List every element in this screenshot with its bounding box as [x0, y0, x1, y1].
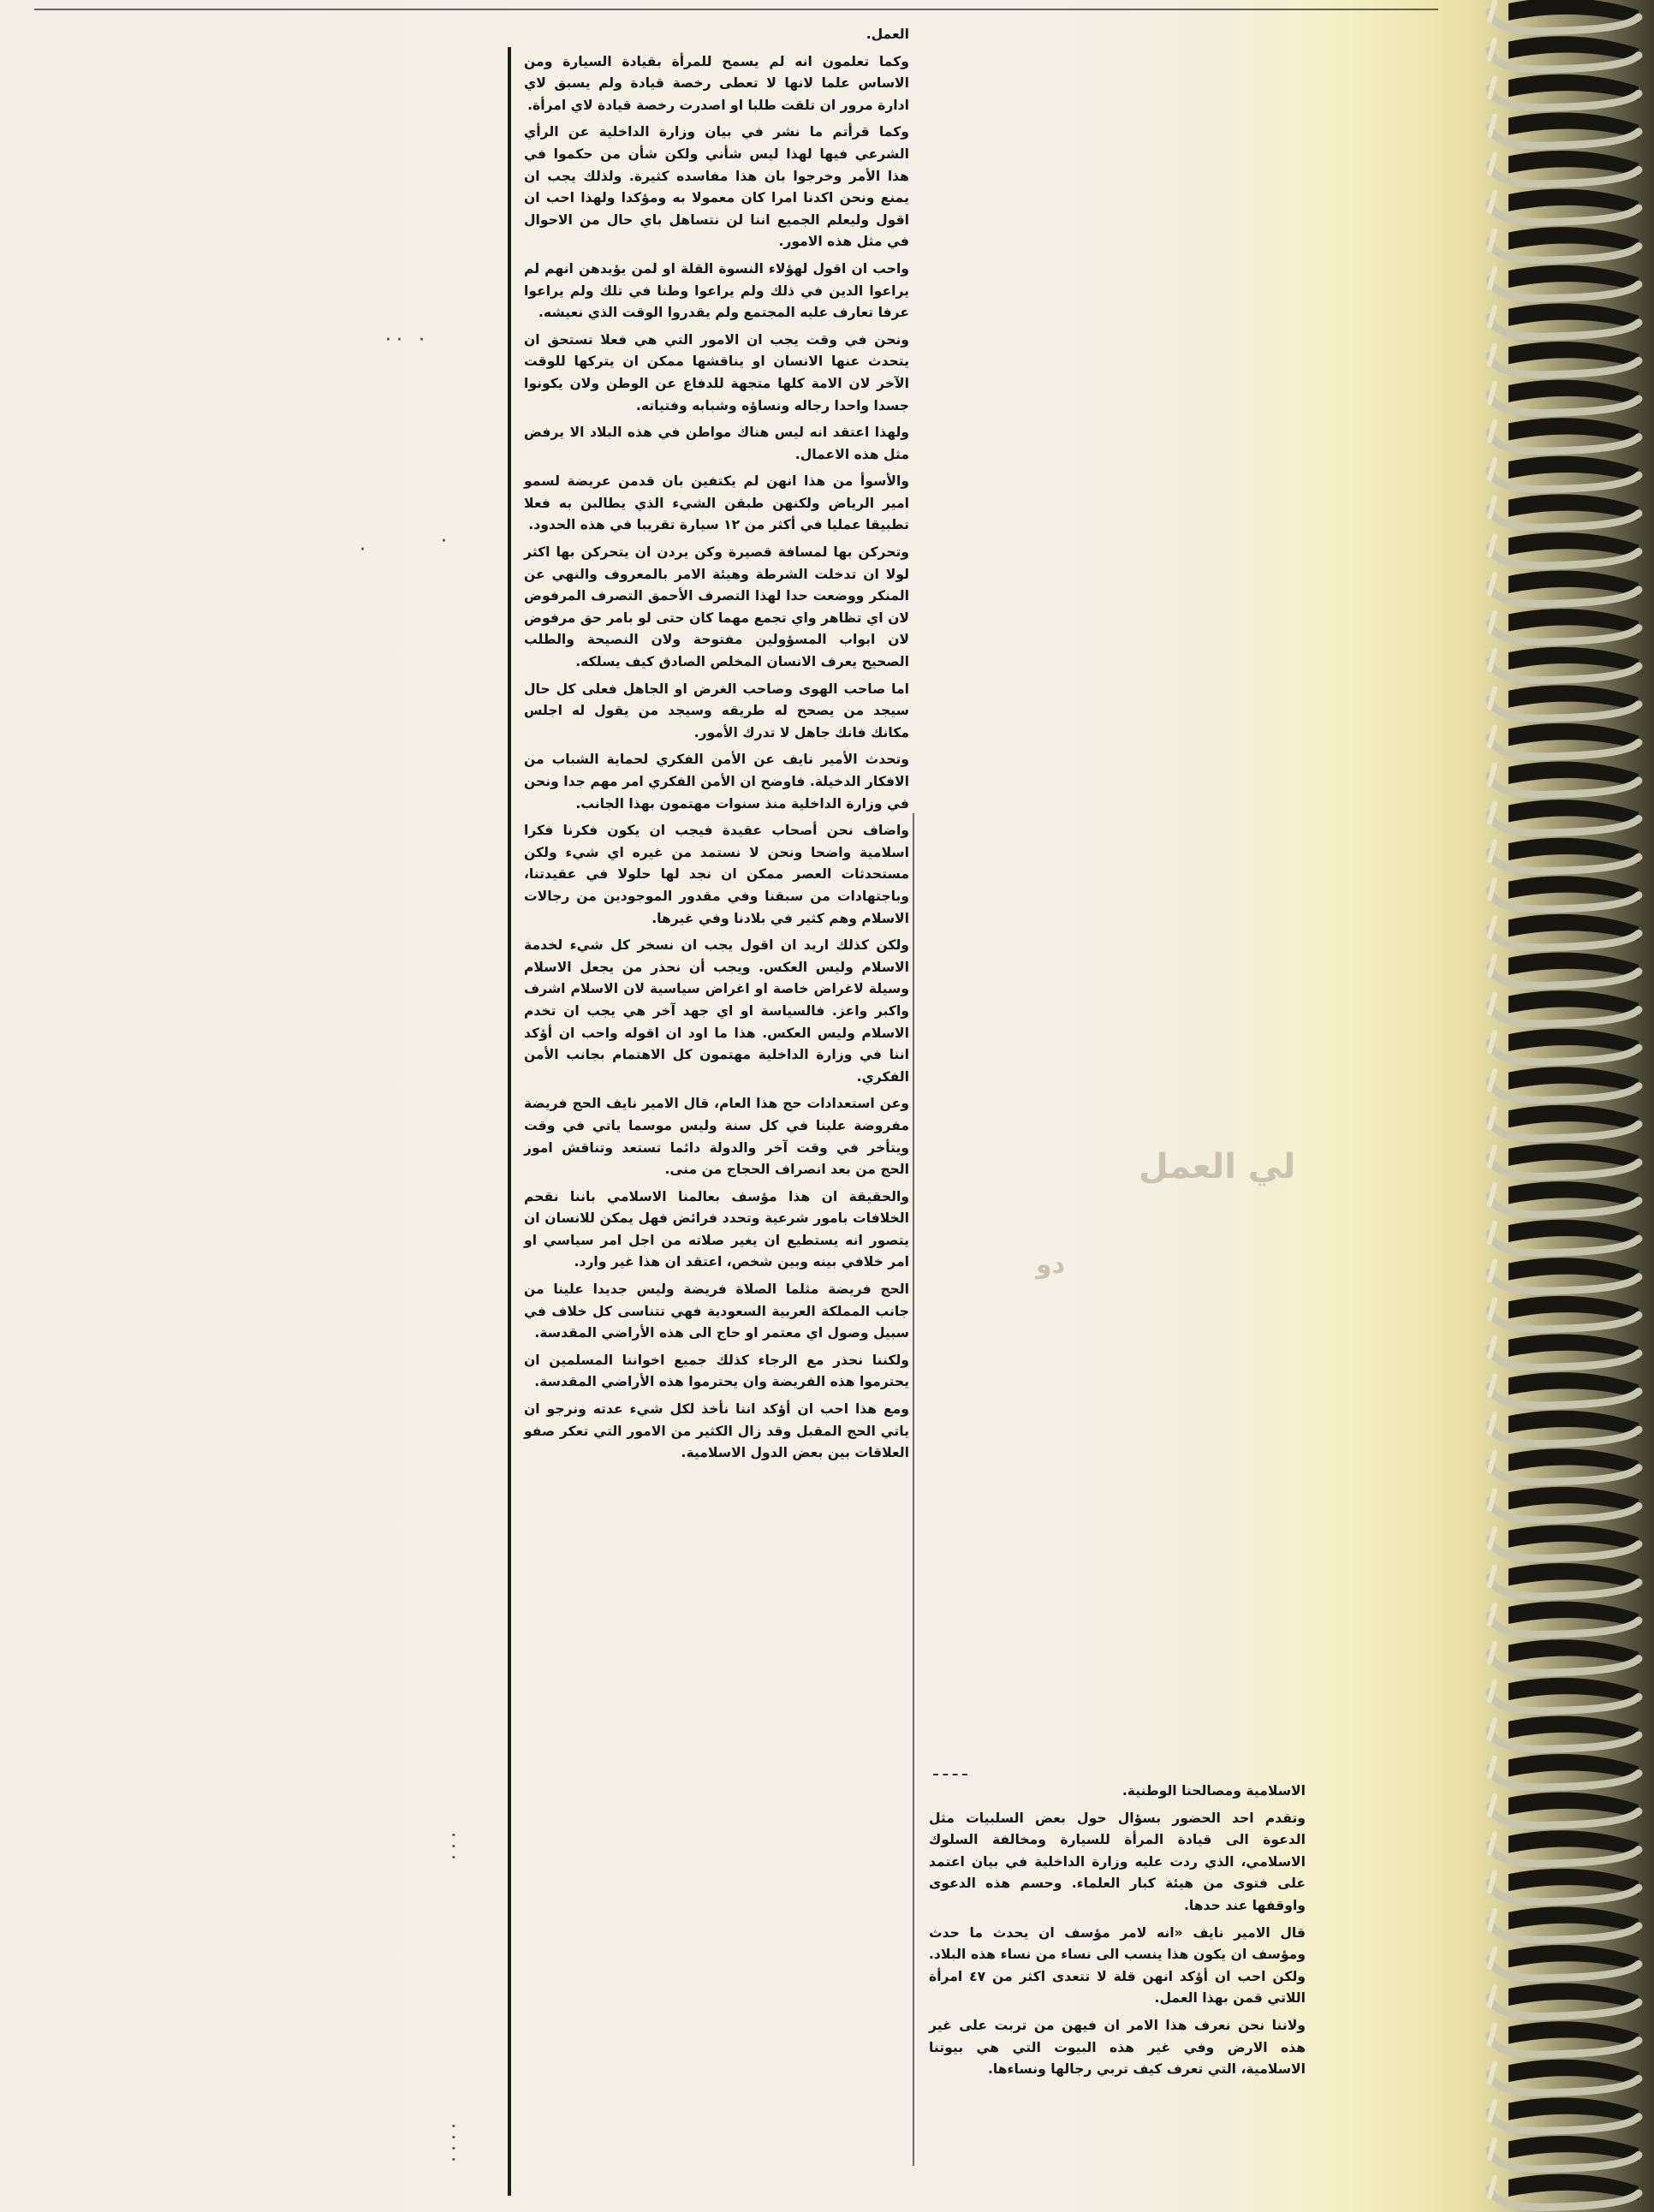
article-paragraph: ومع هذا احب ان أؤكد اننا نأخذ لكل شيء عدته ونرجو ان ياتي الحج المقبل وقد زال الكثير من الامور التي تعكر صفو العلاقات بين بعض الدول الاسلامية. [524, 1401, 909, 1461]
spiral-ring [1490, 990, 1639, 1024]
margin-dots: ··· [442, 1832, 463, 1865]
spiral-ring [1490, 1715, 1639, 1749]
spiral-ring [1490, 0, 1639, 32]
article-paragraph: وكما قرأتم ما نشر في بيان وزارة الداخلية عن الرأي الشرعي فيها لهذا ليس شأني ولكن شأن من حكموا في هذا الأمر وخرجوا بان هذا مفاسده كثيرة. ولذلك يجب ان يمنع ونحن اكدنا امرا كان معمولا به ومؤكدا ولهذا احب ان اقول وليعلم الجميع اننا لن نتساهل باي حال من الاحوال في مثل هذه الامور. [524, 124, 909, 250]
spiral-ring [1490, 1067, 1639, 1100]
spiral-ring [1490, 838, 1639, 871]
spiral-ring [1490, 1029, 1639, 1062]
spiral-ring [1490, 571, 1639, 604]
margin-dots: · [360, 539, 371, 561]
article-paragraph: ولكن كذلك اريد ان اقول يجب ان نسخر كل شيء لخدمة الاسلام وليس العكس. ويجب أن نحذر من يجعل الاسلام وسيلة لاغراض خاصة او اغراض سياسية لان الاسلام اشرف واكبر واعز. فالسياسة او اي جهد آخر هي يجب ان تخدم الاسلام وليس العكس. هذا ما اود ان اقوله واحب ان أؤكد اننا في وزارة الداخلية مهتمون كل الاهتمام بجانب الأمن الفكري. [524, 937, 909, 1085]
spiral-ring [1490, 762, 1639, 795]
spiral-ring [1490, 1678, 1639, 1711]
article-column-left [524, 24, 909, 2190]
spiral-ring [1490, 418, 1639, 451]
spiral-ring [1490, 2021, 1639, 2054]
spiral-ring [1490, 1448, 1639, 1482]
spiral-ring [1490, 1906, 1639, 1940]
article-paragraph: والحقيقة ان هذا مؤسف بعالمنا الاسلامي باننا نقحم الخلافات بامور شرعية وتحدد فرائض فهل يمكن للانسان ان يتصور انه يستطيع ان يغير صلاته من اجل امر سياسي او امر خلافي بينه وبين شخص، اعتقد ان هذا غير وارد. [524, 1188, 909, 1270]
column-rule [508, 47, 511, 2196]
spiral-ring [1490, 1411, 1639, 1444]
spiral-ring [1490, 112, 1639, 146]
spiral-ring [1490, 36, 1639, 69]
spiral-ring [1490, 1793, 1639, 1826]
spiral-ring [1490, 265, 1639, 299]
spiral-ring [1490, 74, 1639, 108]
article-paragraph: ولاننا نحن نعرف هذا الامر ان فيهن من تربت على غير هذه الارض وفي غير هذه البيوت التي هي بيوتنا الاسلامية، التي تعرف كيف تربي رجالها ونساءها. [929, 2017, 1306, 2078]
spiral-ring [1490, 1639, 1639, 1673]
column-rule-right [913, 813, 914, 2166]
spiral-ring [1490, 494, 1639, 527]
spiral-ring [1490, 647, 1639, 681]
spiral-ring [1490, 2174, 1639, 2208]
margin-dots: · [441, 531, 452, 552]
spiral-ring [1490, 456, 1639, 490]
margin-dots: ···· [442, 2123, 463, 2167]
spiral-ring [1490, 1220, 1639, 1253]
spiral-ring [1490, 1983, 1639, 2017]
spiral-ring [1490, 876, 1639, 909]
spiral-ring [1490, 1563, 1639, 1597]
article-paragraph: والأسوأ من هذا انهن لم يكتفين بان قدمن عريضة لسمو امير الرياض ولكنهن طبقن الشيء الذي يطالبن به فعلا تطبيقا عمليا في أكثر من ١٢ سيارة تقريبا في هذه الحدود. [524, 473, 909, 533]
article-paragraph: اما صاحب الهوى وصاحب الغرض او الجاهل فعلى كل حال سيجد من يصحح له طريقه وسيجد من يقول له اجلس مكانك فانك جاهل لا تدرك الأمور. [524, 681, 909, 740]
spiral-ring [1490, 303, 1639, 336]
margin-dots: ·· · [385, 330, 430, 351]
article-paragraph: قال الامير نايف «انه لامر مؤسف ان يحدث ما حدث ومؤسف ان يكون هذا ينسب الى نساء من نساء هذه البلاد. ولكن احب ان أؤكد انهن قلة لا تتعدى اكثر من ٤٧ امرأة اللاتي قمن بهذا العمل. [929, 1924, 1306, 2007]
spiral-ring [1490, 1181, 1639, 1215]
article-paragraph: الحج فريضة مثلما الصلاة فريضة وليس جديدا علينا من جانب المملكة العربية السعودية فهي تتناسى كل خلاف في سبيل وصول اي معتمر او حاج الى هذه الأراضي المقدسة. [524, 1281, 909, 1341]
article-paragraph: الاسلامية ومصالحنا الوطنية. [1122, 1783, 1306, 1799]
spiral-ring [1490, 1487, 1639, 1520]
spiral-ring [1490, 2097, 1639, 2131]
article-paragraph: ونحن في وقت يجب ان الامور التي هي فعلا تستحق ان يتحدث عنها الانسان او يناقشها ممكن ان يتركها للوقت الآخر لان الامة كلها متجهة للدفاع عن الوطن ولان يكونوا جسدا واحدا رجاله ونساؤه وشبابه وفتياته. [524, 331, 909, 413]
spiral-ring [1490, 800, 1639, 833]
spiral-ring [1490, 1754, 1639, 1787]
spiral-ring [1490, 227, 1639, 260]
spiral-ring [1490, 342, 1639, 375]
article-paragraph: وعن استعدادات حج هذا العام، قال الامير نايف الحج فريضة مفروضة علينا في كل سنة وليس موسما ياتي في وقت ويتأخر في وقت آخر والدولة دائما تستعد وتناقش امور الحج من بعد انصراف الحجاج من منى. [524, 1096, 909, 1178]
article-paragraph: وتقدم احد الحضور بسؤال حول بعض السلبيات مثل الدعوة الى قيادة المرأة للسيارة ومخالفة السلوك الاسلامي، الذي ردت عليه وزارة الداخلية في بيان اعتمد على فتوى من هيئة كبار العلماء. وحسم هذه الدعوى واوقفها عند حدها. [929, 1810, 1306, 1913]
spiral-ring [1490, 2136, 1639, 2169]
spiral-ring [1490, 189, 1639, 223]
article-paragraph: وتحدث الأمير نايف عن الأمن الفكري لحماية الشباب من الافكار الدخيلة. فاوضح ان الأمن الفكري امر مهم جدا ونحن في وزارة الداخلية منذ سنوات مهتمون بهذا الجانب. [524, 752, 909, 812]
spiral-binding [1455, 0, 1654, 2212]
spiral-ring [1490, 532, 1639, 566]
article-paragraph: ولكننا نحذر مع الرجاء كذلك جميع اخواننا المسلمين ان يحترموا هذه الفريضة وان يحترموا هذه الأراضي المقدسة. [524, 1352, 909, 1390]
spiral-ring [1490, 2060, 1639, 2093]
article-column-right [929, 1781, 1306, 2157]
spiral-ring [1490, 1105, 1639, 1139]
spiral-ring [1490, 609, 1639, 642]
spiral-ring [1490, 380, 1639, 413]
spiral-ring [1490, 1525, 1639, 1558]
ghost-text: دو [1036, 1250, 1066, 1280]
spiral-ring [1490, 1258, 1639, 1291]
spiral-ring [1490, 1830, 1639, 1864]
spiral-ring [1490, 914, 1639, 948]
article-paragraph: وكما تعلمون انه لم يسمح للمرأة بقيادة السيارة ومن الاساس علما لانها لا تعطى رخصة قيادة ولم يسبق لاي ادارة مرور ان تلقت طلبا او اصدرت رخصة قيادة لاي امرأة. [524, 53, 909, 113]
article-paragraph: واضاف نحن أصحاب عقيدة فيجب ان يكون فكرنا فكرا اسلامية واضحا ونحن لا نستمد من غيره اي شيء ولكن مستحدثات العصر ممكن ان نجد لها حلولا في عقيدتنا، وباجتهادات من سبقنا وفي مقدور الموجودين من رجالات الاسلام وهم كثير في بلادنا وفي غيرها. [524, 823, 909, 926]
spiral-ring [1490, 1869, 1639, 1902]
spiral-ring [1490, 1945, 1639, 1978]
spiral-ring [1490, 151, 1639, 184]
spiral-ring [1490, 1296, 1639, 1329]
ghost-text: لي العمل [1139, 1147, 1296, 1186]
top-rule [34, 9, 1438, 10]
spiral-ring [1490, 1334, 1639, 1367]
article-paragraph: واحب ان اقول لهؤلاء النسوة القلة او لمن يؤيدهن انهم لم يراعوا الدين في ذلك ولم يراعوا وطنا في تلك ولم يراعوا عرفا تعارف عليه المجتمع ولم يقدروا الوقت الذي نعيشه. [524, 260, 909, 321]
article-paragraph: العمل. [866, 27, 909, 42]
spiral-ring [1490, 1602, 1639, 1635]
spiral-ring [1490, 723, 1639, 757]
spiral-ring [1490, 685, 1639, 718]
spiral-ring [1490, 1143, 1639, 1176]
spiral-ring [1490, 1372, 1639, 1406]
article-paragraph: ولهذا اعتقد انه ليس هناك مواطن في هذه البلاد الا يرفض مثل هذه الاعمال. [524, 425, 909, 462]
column-dash [933, 1774, 967, 1775]
article-paragraph: وتحركن بها لمسافة قصيرة وكن يردن ان يتحركن بها اكثر لولا ان تدخلت الشرطة وهيئة الامر بالمعروف والنهي عن المنكر ووضعت حدا لهذا التصرف الأحمق التصرف المرفوض لان اي تظاهر واي تجمع مهما كان حتى لو بامر حق مرفوض لان ابواب المسؤولين مفتوحة ولان النصيحة والطلب الصحيح يعرف الانسان المخلص الصادق كيف يسلكه. [524, 544, 909, 670]
spiral-ring [1490, 953, 1639, 986]
